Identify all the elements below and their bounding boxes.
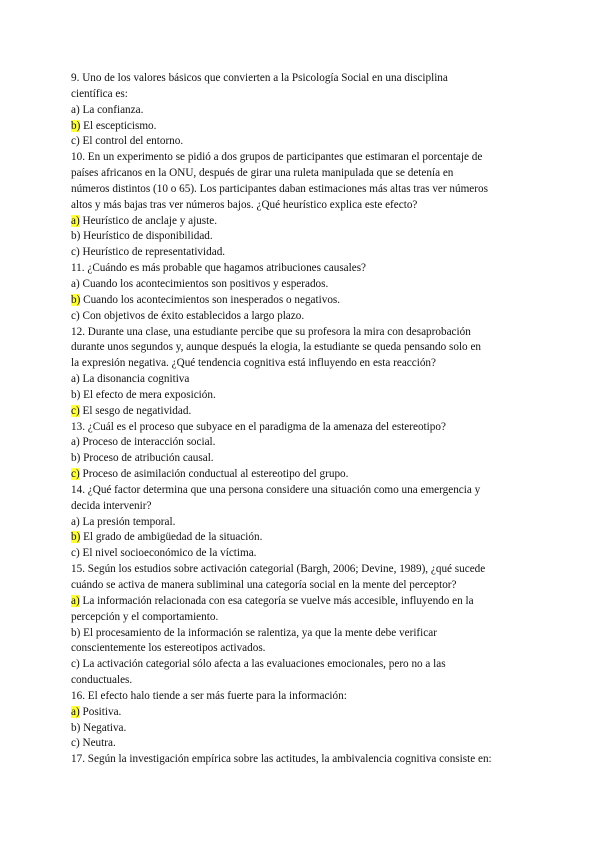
option-a bbox=[71, 103, 531, 119]
option-text: El efecto de mera exposición. bbox=[80, 388, 216, 401]
question-text: 17. Según la investigación empírica sobre las actitudes, la ambivalencia cognitiva consiste en: bbox=[71, 753, 492, 766]
option-text: El procesamiento de la información se ralentiza, ya que la mente debe verificar bbox=[80, 626, 437, 639]
option-c bbox=[71, 736, 531, 752]
option-a bbox=[71, 515, 531, 531]
option-letter: b) bbox=[71, 452, 81, 465]
option-c bbox=[71, 657, 531, 673]
question-block bbox=[71, 420, 531, 483]
question-text: países africanos en la ONU, después de girar una ruleta manipulada que se detenía en bbox=[71, 167, 454, 180]
question-text: 12. Durante una clase, una estudiante percibe que su profesora la mira con desaprobación bbox=[71, 325, 471, 338]
option-a bbox=[71, 705, 531, 721]
highlighted-answer-letter: b) bbox=[71, 293, 81, 306]
option-continuation: conductuales. bbox=[71, 674, 133, 687]
question-text: 11. ¿Cuándo es más probable que hagamos atribuciones causales? bbox=[71, 262, 367, 275]
option-c bbox=[71, 404, 531, 420]
option-letter: c) bbox=[71, 658, 80, 671]
question-block bbox=[71, 483, 531, 562]
option-text: Neutra. bbox=[79, 737, 116, 750]
option-text: El escepticismo. bbox=[80, 119, 157, 132]
option-b bbox=[71, 530, 531, 546]
option-a bbox=[71, 277, 531, 293]
question-block bbox=[71, 689, 531, 752]
question-text: 14. ¿Qué factor determina que una persona considere una situación como una emergencia y bbox=[71, 483, 481, 496]
option-text: La presión temporal. bbox=[79, 515, 176, 528]
option-text: Heurístico de representatividad. bbox=[79, 246, 226, 259]
option-text: El nivel socioeconómico de la víctima. bbox=[79, 547, 257, 560]
option-c bbox=[71, 245, 531, 261]
highlighted-answer-letter: b) bbox=[71, 531, 81, 544]
option-text: Proceso de atribución causal. bbox=[80, 452, 214, 465]
question-block bbox=[71, 752, 531, 768]
option-letter: c) bbox=[71, 309, 80, 322]
option-letter: c) bbox=[71, 547, 80, 560]
option-b bbox=[71, 388, 531, 404]
question-text: decida intervenir? bbox=[71, 499, 152, 512]
document-page bbox=[71, 71, 531, 768]
option-c bbox=[71, 467, 531, 483]
option-b bbox=[71, 626, 531, 642]
option-text: La activación categorial sólo afecta a las evaluaciones emocionales, pero no a las bbox=[79, 658, 446, 671]
option-text: Proceso de interacción social. bbox=[79, 436, 216, 449]
option-text: Con objetivos de éxito establecidos a largo plazo. bbox=[79, 309, 305, 322]
option-continuation: conscientemente los estereotipos activados. bbox=[71, 642, 266, 655]
highlighted-answer-letter: a) bbox=[71, 705, 80, 718]
question-block bbox=[71, 562, 531, 689]
question-text: cuándo se activa de manera subliminal una categoría social en la mente del perceptor? bbox=[71, 579, 457, 591]
option-letter: a) bbox=[71, 277, 80, 290]
option-text: Cuando los acontecimientos son inesperados o negativos. bbox=[80, 293, 341, 306]
highlighted-answer-letter: c) bbox=[71, 468, 80, 481]
option-c bbox=[71, 134, 531, 150]
option-b bbox=[71, 119, 531, 135]
question-block bbox=[71, 325, 531, 420]
option-letter: b) bbox=[71, 721, 81, 734]
option-text: Negativa. bbox=[80, 721, 127, 734]
option-b bbox=[71, 721, 531, 737]
question-block bbox=[71, 71, 531, 150]
question-text: 13. ¿Cuál es el proceso que subyace en el paradigma de la amenaza del estereotipo? bbox=[71, 420, 446, 433]
question-block bbox=[71, 261, 531, 324]
option-letter: b) bbox=[71, 388, 81, 401]
option-a bbox=[71, 372, 531, 388]
option-letter: a) bbox=[71, 515, 80, 528]
question-text: altos y más bajas tras ver números bajos. ¿Qué heurístico explica este efecto? bbox=[71, 198, 418, 211]
option-c bbox=[71, 546, 531, 562]
highlighted-answer-letter: a) bbox=[71, 594, 80, 607]
question-text: 15. Según los estudios sobre activación categorial (Bargh, 2006; Devine, 1989), ¿qué sucede bbox=[71, 563, 486, 576]
option-letter: c) bbox=[71, 246, 80, 259]
highlighted-answer-letter: c) bbox=[71, 404, 80, 417]
option-letter: c) bbox=[71, 737, 80, 750]
option-continuation: percepción y el comportamiento. bbox=[71, 610, 219, 623]
option-a bbox=[71, 435, 531, 451]
question-text: durante unos segundos y, aunque después la elogia, la estudiante se queda pensando solo en bbox=[71, 341, 481, 354]
question-text: 10. En un experimento se pidió a dos grupos de participantes que estimaran el porcentaje de bbox=[71, 151, 483, 164]
question-text: la expresión negativa. ¿Qué tendencia cognitiva está influyendo en esta reacción? bbox=[71, 357, 436, 370]
question-text: números distintos (10 o 65). Los participantes daban estimaciones más altas tras ver números bbox=[71, 182, 488, 195]
option-a bbox=[71, 214, 531, 230]
option-text: Proceso de asimilación conductual al estereotipo del grupo. bbox=[79, 468, 349, 481]
option-b bbox=[71, 451, 531, 467]
option-text: Cuando los acontecimientos son positivos y esperados. bbox=[79, 277, 329, 290]
question-text: 9. Uno de los valores básicos que convierten a la Psicología Social en una disciplina bbox=[71, 72, 448, 84]
option-text: Heurístico de anclaje y ajuste. bbox=[79, 214, 218, 227]
question-text: científica es: bbox=[71, 87, 128, 100]
option-letter: c) bbox=[71, 135, 80, 148]
option-text: El control del entorno. bbox=[79, 135, 184, 148]
option-letter: a) bbox=[71, 373, 80, 386]
option-letter: a) bbox=[71, 436, 80, 449]
highlighted-answer-letter: a) bbox=[71, 214, 80, 227]
option-text: El grado de ambigüedad de la situación. bbox=[80, 531, 263, 544]
option-b bbox=[71, 293, 531, 309]
question-block bbox=[71, 150, 531, 261]
question-text: 16. El efecto halo tiende a ser más fuerte para la información: bbox=[71, 689, 347, 702]
option-text: La información relacionada con esa categoría se vuelve más accesible, influyendo en la bbox=[79, 594, 474, 607]
option-c bbox=[71, 309, 531, 325]
option-text: Heurístico de disponibilidad. bbox=[80, 230, 213, 243]
option-text: La confianza. bbox=[79, 103, 144, 116]
option-b bbox=[71, 229, 531, 245]
option-a bbox=[71, 594, 531, 610]
option-text: El sesgo de negatividad. bbox=[79, 404, 192, 417]
option-letter: a) bbox=[71, 103, 80, 116]
option-text: La disonancia cognitiva bbox=[79, 373, 190, 386]
option-text: Positiva. bbox=[79, 705, 122, 718]
highlighted-answer-letter: b) bbox=[71, 119, 81, 132]
option-letter: b) bbox=[71, 626, 81, 639]
option-letter: b) bbox=[71, 230, 81, 243]
